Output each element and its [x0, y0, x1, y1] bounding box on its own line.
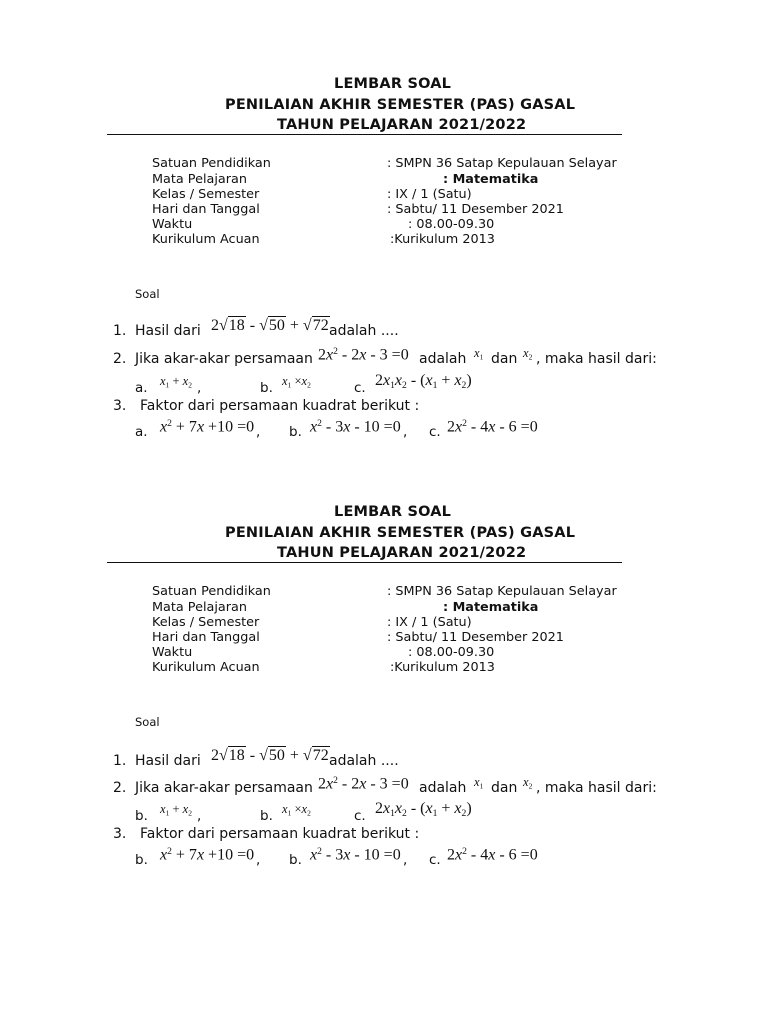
question-3-number: 3. [113, 826, 127, 842]
info-value-date: : Sabtu/ 11 Desember 2021 [387, 630, 564, 645]
info-label-class: Kelas / Semester [152, 615, 260, 630]
info-label-time: Waktu [152, 645, 193, 660]
question-1-suffix: adalah .... [329, 753, 399, 769]
question-2-root-x1: $x_1$ [474, 346, 484, 362]
question-3-option-b-letter: b. [289, 424, 302, 440]
info-label-school: Satuan Pendidikan [152, 156, 271, 171]
question-2-option-b-expression: $x_1 \times x_2$ [282, 374, 311, 390]
header-title: LEMBAR SOAL [334, 504, 452, 520]
header-rule [107, 562, 622, 563]
exam-sheet-1 [0, 0, 768, 440]
question-3-option-b-equation: $x^2 - 3x - 10 =0$ [310, 418, 401, 436]
info-value-curriculum: :Kurikulum 2013 [390, 660, 495, 675]
question-2-option-b-expression: $x_1 + x_2$ [160, 802, 192, 818]
question-2-number: 2. [113, 780, 127, 796]
question-2-root-x2: $x_2$ [523, 346, 533, 362]
question-3-option-b2-letter: b. [289, 852, 302, 868]
question-2-prefix: Jika akar-akar persamaan [135, 780, 313, 796]
question-2-suffix: , maka hasil dari: [536, 351, 657, 367]
soal-label: Soal [135, 287, 160, 301]
question-3-option-c-letter: c. [429, 852, 441, 868]
info-label-date: Hari dan Tanggal [152, 202, 260, 217]
question-3-option-b2-equation: $x^2 - 3x - 10 =0$ [310, 846, 401, 864]
question-3-text: Faktor dari persamaan kuadrat berikut : [140, 398, 420, 414]
info-value-school: : SMPN 36 Satap Kepulauan Selayar [387, 156, 617, 171]
question-2-option-a-letter: a. [135, 380, 148, 396]
info-value-time: : 08.00-09.30 [408, 217, 495, 232]
soal-label: Soal [135, 715, 160, 729]
question-2-option-c-expression: $2x_1x_2 - (x_1 + x_2)$ [375, 800, 472, 819]
question-2-option-a-expression: $x_1 + x_2$ [160, 374, 192, 390]
header-year: TAHUN PELAJARAN 2021/2022 [277, 545, 527, 561]
question-1-expression: 2√18 - √50 + √72 [211, 317, 329, 334]
question-2-option-c-expression: $2x_1x_2 - (x_1 + x_2)$ [375, 372, 472, 391]
info-value-class: : IX / 1 (Satu) [387, 187, 472, 202]
info-label-subject: Mata Pelajaran [152, 600, 247, 615]
exam-sheet-2 [0, 428, 768, 868]
question-2-option-b-letter: b. [135, 808, 148, 824]
question-2-adalah: adalah [419, 780, 467, 796]
question-1-number: 1. [113, 323, 127, 339]
question-2-number: 2. [113, 351, 127, 367]
question-2-root-x1: $x_1$ [474, 775, 484, 791]
question-3-option-a-equation: $x^2 + 7x +10 =0$ [160, 418, 255, 436]
question-3-option-c-equation: $2x^2 - 4x - 6 =0$ [447, 846, 538, 864]
question-3-option-a-comma: , [256, 424, 261, 440]
question-3-option-b2-comma: , [403, 852, 408, 868]
question-2-option-a-comma: , [197, 380, 202, 396]
question-3-option-b-comma: , [403, 424, 408, 440]
info-value-date: : Sabtu/ 11 Desember 2021 [387, 202, 564, 217]
question-2-adalah: adalah [419, 351, 467, 367]
info-label-class: Kelas / Semester [152, 187, 260, 202]
question-2-option-b-letter: b. [260, 380, 273, 396]
question-2-dan: dan [491, 780, 518, 796]
question-2-option-c-letter: c. [354, 808, 366, 824]
info-label-curriculum: Kurikulum Acuan [152, 660, 260, 675]
question-1-prefix: Hasil dari [135, 753, 201, 769]
info-value-class: : IX / 1 (Satu) [387, 615, 472, 630]
info-value-subject: : Matematika [443, 172, 539, 187]
question-1-prefix: Hasil dari [135, 323, 201, 339]
question-2-option-b2-expression: $x_1 \times x_2$ [282, 802, 311, 818]
question-2-option-b2-letter: b. [260, 808, 273, 824]
question-3-text: Faktor dari persamaan kuadrat berikut : [140, 826, 420, 842]
question-1-expression: 2√18 - √50 + √72 [211, 747, 329, 764]
question-2-dan: dan [491, 351, 518, 367]
header-title: LEMBAR SOAL [334, 76, 452, 92]
question-2-option-c-letter: c. [354, 380, 366, 396]
info-label-date: Hari dan Tanggal [152, 630, 260, 645]
question-2-equation: $2x^2 - 2x - 3 =0$ [318, 346, 409, 364]
question-1-number: 1. [113, 753, 127, 769]
info-label-curriculum: Kurikulum Acuan [152, 232, 260, 247]
question-2-prefix: Jika akar-akar persamaan [135, 351, 313, 367]
info-value-subject: : Matematika [443, 600, 539, 615]
question-2-root-x2: $x_2$ [523, 775, 533, 791]
info-label-school: Satuan Pendidikan [152, 584, 271, 599]
question-3-option-c-equation: $2x^2 - 4x - 6 =0$ [447, 418, 538, 436]
question-2-equation: $2x^2 - 2x - 3 =0$ [318, 775, 409, 793]
info-value-school: : SMPN 36 Satap Kepulauan Selayar [387, 584, 617, 599]
question-2-option-b-comma: , [197, 808, 202, 824]
info-label-time: Waktu [152, 217, 193, 232]
question-3-option-b-equation: $x^2 + 7x +10 =0$ [160, 846, 255, 864]
question-3-option-b-comma: , [256, 852, 261, 868]
header-subtitle: PENILAIAN AKHIR SEMESTER (PAS) GASAL [225, 97, 576, 113]
question-1-suffix: adalah .... [329, 323, 399, 339]
header-year: TAHUN PELAJARAN 2021/2022 [277, 117, 527, 133]
info-label-subject: Mata Pelajaran [152, 172, 247, 187]
header-subtitle: PENILAIAN AKHIR SEMESTER (PAS) GASAL [225, 525, 576, 541]
question-2-suffix: , maka hasil dari: [536, 780, 657, 796]
question-3-option-c-letter: c. [429, 424, 441, 440]
question-3-option-a-letter: a. [135, 424, 148, 440]
header-rule [107, 134, 622, 135]
question-3-number: 3. [113, 398, 127, 414]
info-value-time: : 08.00-09.30 [408, 645, 495, 660]
info-value-curriculum: :Kurikulum 2013 [390, 232, 495, 247]
question-3-option-b-letter: b. [135, 852, 148, 868]
